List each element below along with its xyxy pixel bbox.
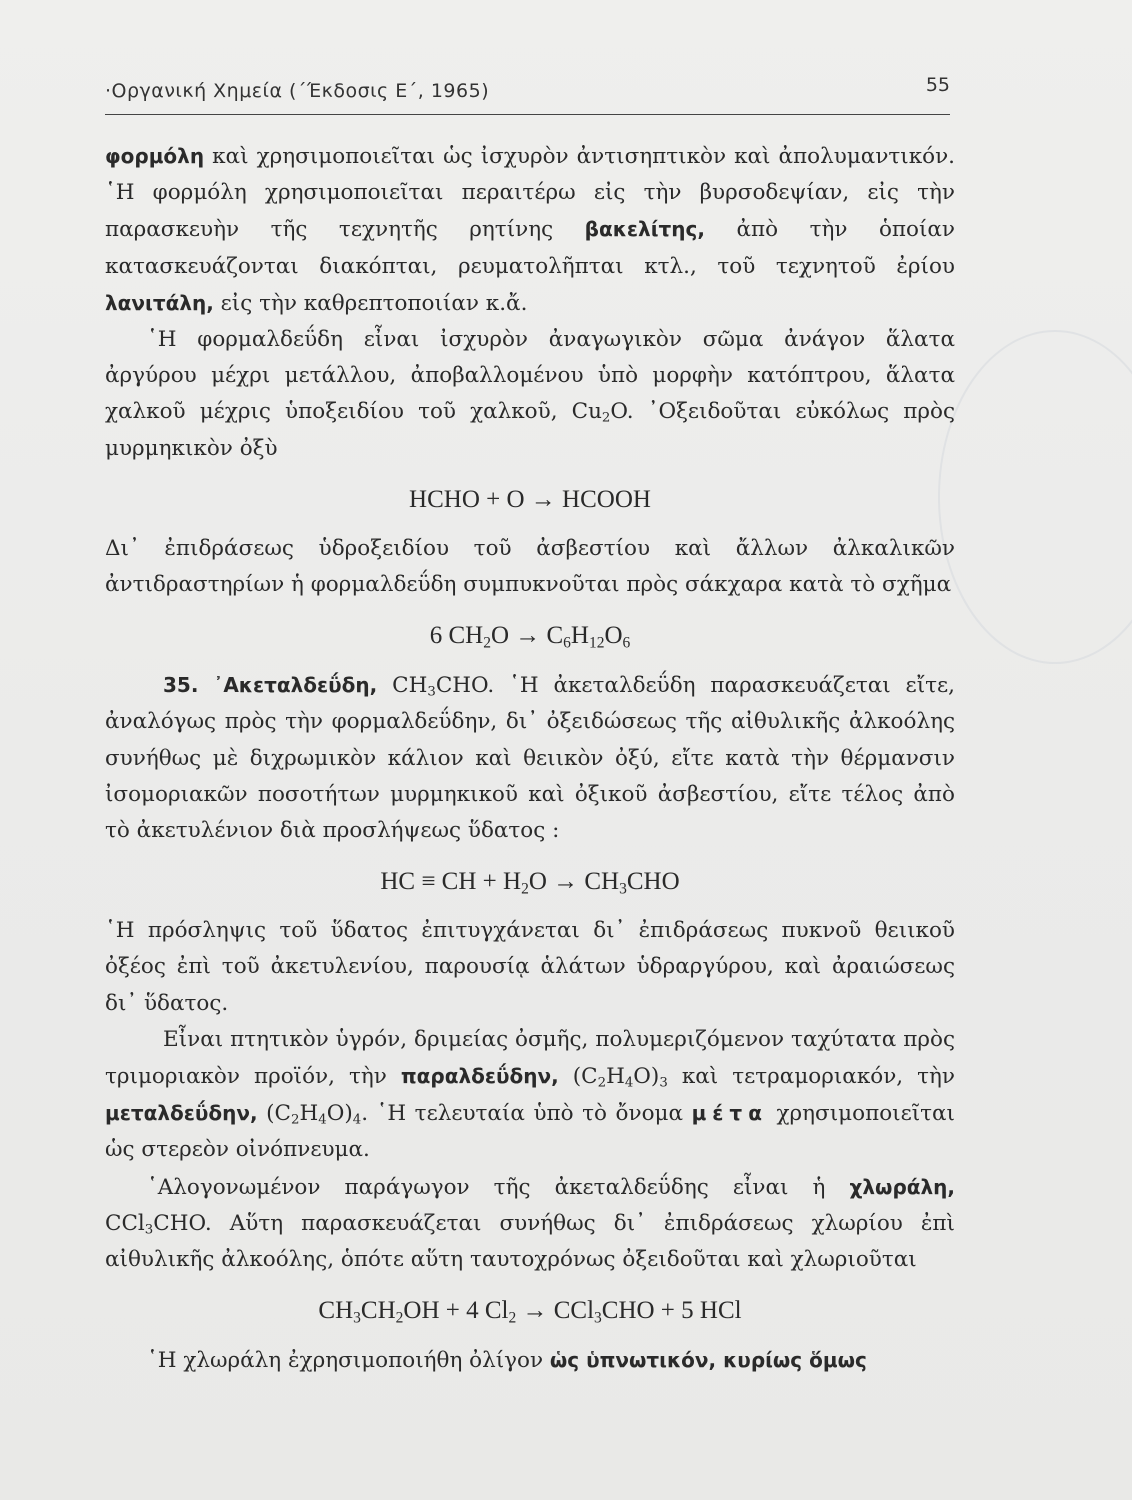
text-span: CH [377,673,428,699]
text-span: χρησιμοποιεῖται ὡς στερεὸν οἰνόπνευμα. [105,1101,955,1163]
section-title: ᾽Ακεταλδεΰδη, [213,673,378,698]
paragraph-properties [105,1022,955,1169]
subscript: 2 [521,880,529,898]
page-body [105,138,955,1379]
subscript: 4 [624,1075,634,1091]
eq-part: O → CH [528,868,620,896]
term-lanitali: λανιτάλη, [105,290,214,315]
page-number: 55 [925,74,950,96]
paragraph-formaldehyde-uses [105,138,955,322]
equation-acetylene-hydration [105,865,955,899]
text-span: Δι᾽ ἐπιδράσεως ὑδροξειδίου τοῦ ἀσβεστίου καὶ ἄλλων ἀλκαλικῶν ἀντιδραστηρίων ἡ φορμαλδεΰδη συμπυκνοῦται πρὸς σάκχαρα κατὰ τὸ σχῆμα [105,535,955,598]
eq-part: → CCl [516,1297,595,1325]
term-hypnotic: ὡς ὑπνωτικόν, κυρίως ὅμως [549,1348,867,1373]
header-title: ·Οργανική Χημεία (΄Έκδοσις Ε΄, 1965) [105,80,490,102]
text-span: CHO. Αὕτη παρασκευάζεται συνήθως δι᾽ ἐπιδράσεως χλωρίου ἐπὶ αἰθυλικῆς ἀλκοόλης, ὁπότε αὕτη ταυτοχρόνως ὀξειδοῦται καὶ χλωριοῦται [105,1210,955,1273]
text-span: . ῾Η τελευταία ὑπὸ τὸ ὄνομα [361,1101,692,1127]
equation-formic-acid: HCHO + O → HCOOH [409,485,651,513]
subscript: 2 [508,1309,517,1327]
paragraph-chloral-use [105,1342,955,1379]
term-formoli: φορμόλη [105,144,205,168]
eq-part: CH [318,1297,354,1325]
subscript: 2 [601,411,611,427]
text-span: εἰς τὴν καθρεπτοποιίαν κ.ἄ. [213,290,528,316]
subscript: 2 [483,634,491,652]
eq-part: CHO [626,868,680,896]
eq-part: CHO + 5 HCl [601,1297,742,1325]
eq-part: OH + 4 Cl [403,1297,509,1325]
subscript: 3 [427,684,436,700]
term-metaldehyde: μεταλδεΰδην, [105,1101,258,1126]
text-span: O. ᾽Οξειδοῦται εὐκόλως πρὸς μυρμηκικὸν ὀξὺ [105,399,955,461]
term-paraldehyde: παραλδεΰδην, [400,1064,559,1089]
faded-library-stamp [938,330,1132,664]
formula-part: O) [633,1064,660,1090]
formula-part: (C [558,1064,598,1090]
paragraph-formaldehyde-reducing [105,322,955,467]
text-span: καὶ τετραμοριακόν, τὴν [667,1064,955,1090]
term-meta: μέτα [691,1101,768,1126]
subscript: 3 [619,880,627,898]
text-span: CHO. ῾Η ἀκεταλδεΰδη παρασκευάζεται εἴτε, ἀναλόγως πρὸς τὴν φορμαλδεΰδην, δι᾽ ὀξειδώσεως τῆς αἰθυλικῆς ἀλκοόλης συνήθως μὲ διχρωμικὸν κάλιον καὶ θειικὸν ὀξύ, εἴτε κατὰ τὴν θέρμανσιν ἰσομοριακῶν ποσοτήτων μυρμηκικοῦ καὶ ὀξικοῦ ἀσβεστίου, εἴτε τέλος ἀπὸ τὸ ἀκετυλένιον διὰ προσλήψεως ὕδατος : [105,673,955,844]
term-bakelite: βακελίτης, [584,217,705,242]
paragraph-water-uptake [105,913,955,1022]
subscript: 3 [659,1075,668,1091]
eq-part: HC ≡ CH + H [380,868,522,896]
eq-part: O → C [490,622,564,650]
text-span: ῾Η πρόσληψις τοῦ ὕδατος ἐπιτυγχάνεται δι᾽ ἐπιδράσεως πυκνοῦ θειικοῦ ὀξέος ἐπὶ τοῦ ἀκετυλενίου, παρουσίᾳ ἁλάτων ὑδραργύρου, καὶ ἀραιώσεως δι᾽ ὕδατος. [105,918,955,1016]
running-header [105,70,950,115]
subscript: 6 [563,634,571,652]
formula-part: CCl [105,1210,145,1236]
subscript: 3 [144,1222,154,1238]
subscript: 6 [622,634,631,652]
formula-part: H [299,1101,319,1127]
text-span: ἀπὸ τὴν ὁποίαν κατασκευάζονται διακόπται, ρευματολῆπται κτλ., τοῦ τεχνητοῦ ἐρίου [105,217,956,279]
term-chloral: χλωράλη, [849,1174,955,1199]
subscript: 2 [395,1309,404,1327]
formula-part: (C [257,1101,291,1127]
equation-chloral-synthesis [105,1294,955,1328]
subscript: 12 [588,634,605,652]
subscript: 4 [352,1112,362,1128]
subscript: 4 [318,1112,327,1128]
section-number: 35. [163,673,199,698]
subscript: 2 [291,1112,300,1128]
paragraph-chloral [105,1169,955,1279]
equation-sugar [105,619,955,653]
eq-part: CH [360,1297,396,1325]
eq-part: H [570,622,589,650]
eq-part: 6 CH [429,622,484,650]
text-span: Εἶναι πτητικὸν ὑγρόν, δριμείας ὀσμῆς, πολυμεριζόμενον ταχύτατα πρὸς τριμοριακὸν προϊόν, τὴν [105,1026,955,1090]
text-span: καὶ χρησιμοποιεῖται ὡς ἰσχυρὸν ἀντισηπτικὸν καὶ ἀπολυμαντικόν. ῾Η φορμόλη χρησιμοποιεῖται περαιτέρω εἰς τὴν βυρσοδεψίαν, εἰς τὴν παρασκευὴν τῆς τεχνητῆς ρητίνης [105,144,955,243]
formula-part: O) [326,1101,353,1127]
subscript: 2 [597,1075,607,1091]
section-35-acetaldehyde [105,667,955,849]
eq-part: O [604,622,623,650]
formula-part: H [606,1064,625,1090]
text-span: ῾Η χλωράλη ἐχρησιμοποιήθη ὀλίγον [147,1348,550,1374]
text-span: ῾Αλογονωμένον παράγωγον τῆς ἀκεταλδεΰδης εἶναι ἡ [147,1174,850,1200]
text-span: ῾Η φορμαλδεΰδη εἶναι ἰσχυρὸν ἀναγωγικὸν σῶμα ἀνάγον ἅλατα ἀργύρου μέχρι μετάλλου, ἀποβαλλομένου ὑπὸ μορφὴν κατόπτρου, ἅλατα χαλκοῦ μέχρις ὑποξειδίου τοῦ χαλκοῦ, Cu [105,327,955,425]
subscript: 3 [353,1309,361,1327]
subscript: 3 [594,1309,602,1327]
paragraph-condensation [105,531,955,603]
